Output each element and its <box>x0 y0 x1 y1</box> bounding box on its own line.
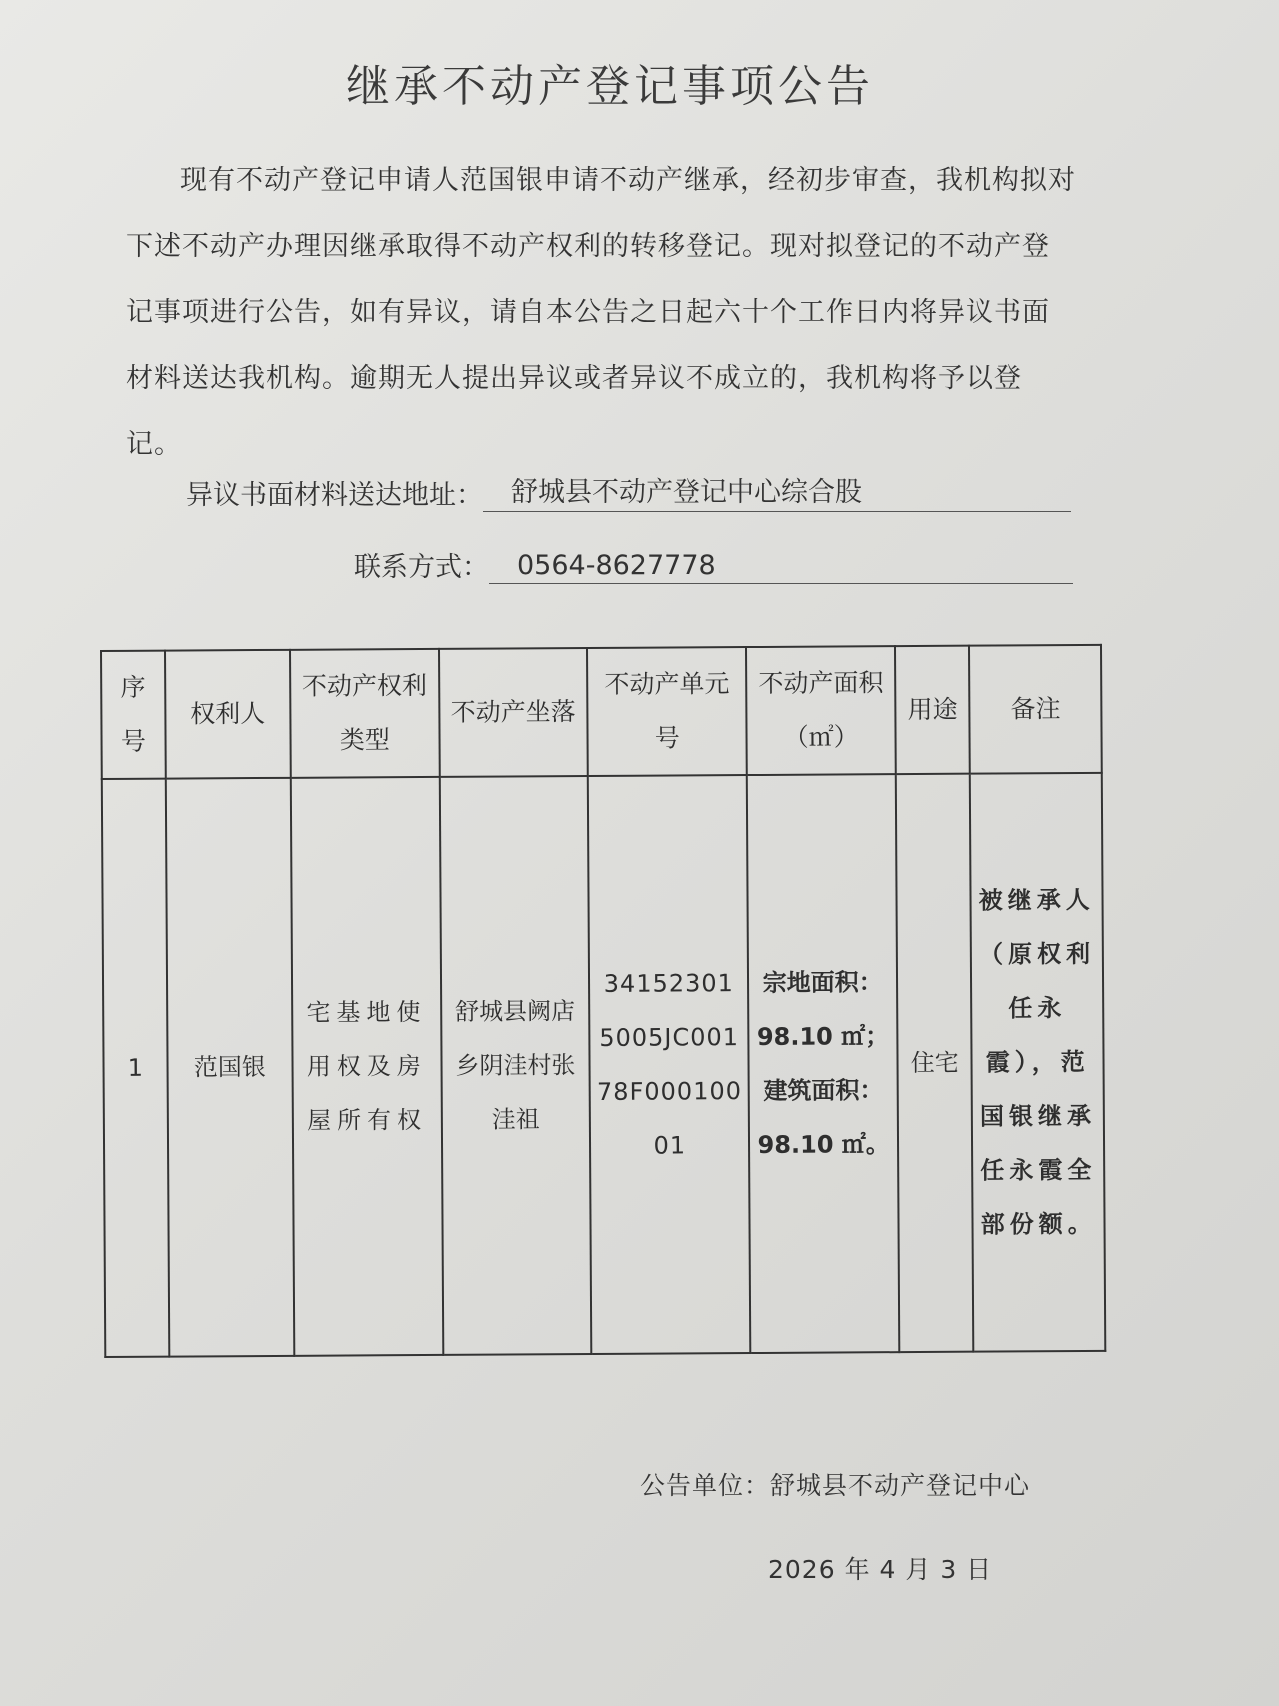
cell-holder: 范国银 <box>165 778 294 1357</box>
address-row <box>186 470 1071 512</box>
header-holder: 权利人 <box>165 650 291 779</box>
cell-remark: 被继承人（原权利任永霞），范国银继承任永霞全部份额。 <box>970 773 1105 1352</box>
table-header-row <box>101 645 1102 779</box>
address-label: 异议书面材料送达地址： <box>186 480 483 511</box>
notice-body: 现有不动产登记申请人范国银申请不动产继承，经初步审查，我机构拟对下述不动产办理因继承取得不动产权利的转移登记。现对拟登记的不动产登记事项进行公告，如有异议，请自本公告之日起六十个工作日内将异议书面材料送达我机构。逾期无人提出异议或者异议不成立的，我机构将予以登记。 <box>126 165 1076 460</box>
header-location: 不动产坐落 <box>439 648 588 777</box>
contact-value: 0564-8627778 <box>489 550 1073 584</box>
issue-date: 2026 年 4 月 3 日 <box>768 1555 993 1584</box>
cell-use: 住宅 <box>896 774 974 1352</box>
header-area: 不动产面积（㎡） <box>746 646 895 775</box>
header-seq: 序号 <box>101 651 165 779</box>
notice-title: 继承不动产登记事项公告 <box>346 61 874 112</box>
cell-location: 舒城县阙店乡阴洼村张洼祖 <box>439 776 591 1355</box>
header-right-type: 不动产权利类型 <box>290 649 439 778</box>
cell-unit-no: 341523015005JC00178F00010001 <box>588 775 751 1354</box>
address-value: 舒城县不动产登记中心综合股 <box>483 470 1071 512</box>
cell-right-type: 宅基地使用权及房屋所有权 <box>291 777 443 1356</box>
header-unit-no: 不动产单元号 <box>587 647 747 776</box>
cell-seq: 1 <box>102 779 169 1357</box>
contact-label: 联系方式： <box>354 552 489 583</box>
registration-table <box>100 644 1106 1358</box>
cell-area: 宗地面积：98.10 ㎡；建筑面积：98.10 ㎡。 <box>747 774 899 1353</box>
header-use: 用途 <box>895 646 970 774</box>
table-row <box>102 773 1106 1357</box>
contact-row <box>354 545 1073 584</box>
issuer: 公告单位：舒城县不动产登记中心 <box>640 1471 1031 1500</box>
header-remark: 备注 <box>969 645 1101 774</box>
